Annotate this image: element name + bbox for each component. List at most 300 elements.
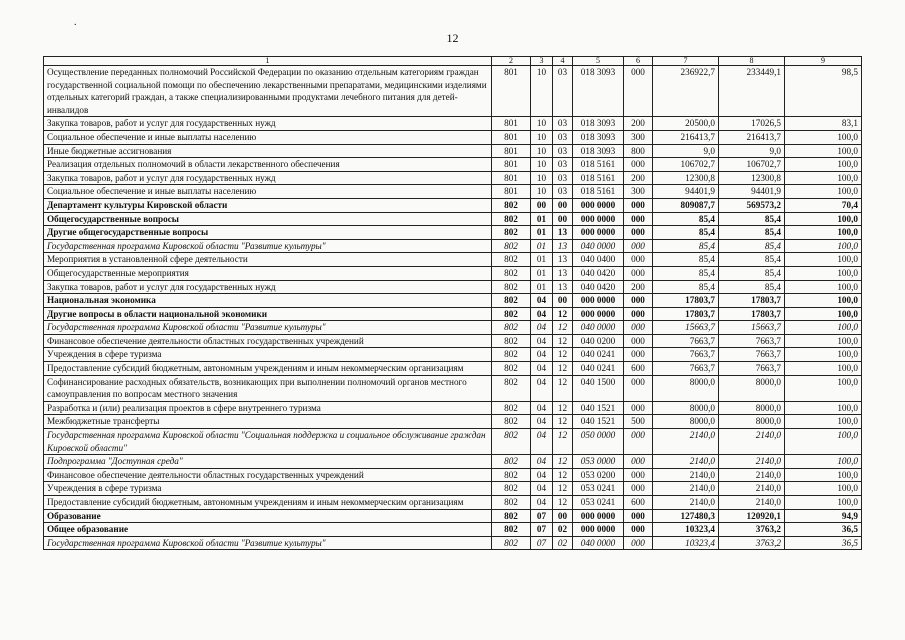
expense-type-cell: 000 bbox=[624, 212, 653, 226]
execution-percent-cell: 100,0 bbox=[785, 266, 862, 280]
executed-amount-cell: 569573,2 bbox=[719, 198, 785, 212]
expense-type-cell: 200 bbox=[624, 171, 653, 185]
section-code-cell: 10 bbox=[531, 158, 553, 172]
budget-table bbox=[43, 56, 862, 550]
executed-amount-cell: 8000,0 bbox=[719, 401, 785, 415]
ministry-code-cell: 802 bbox=[492, 348, 531, 362]
executed-amount-cell: 216413,7 bbox=[719, 130, 785, 144]
subsection-code-cell: 03 bbox=[553, 171, 573, 185]
execution-percent-cell: 100,0 bbox=[785, 375, 862, 401]
planned-amount-cell: 2140,0 bbox=[653, 429, 719, 455]
planned-amount-cell: 2140,0 bbox=[653, 468, 719, 482]
planned-amount-cell: 20500,0 bbox=[653, 117, 719, 131]
row-name-cell: Государственная программа Кировской области "Социальная поддержка и социальное обслуживание граждан Кировской области" bbox=[44, 429, 492, 455]
expense-type-cell: 000 bbox=[624, 455, 653, 469]
row-name-cell: Иные бюджетные ассигнования bbox=[44, 144, 492, 158]
target-article-cell: 053 0000 bbox=[573, 455, 624, 469]
table-row bbox=[44, 280, 862, 294]
section-code-cell: 10 bbox=[531, 171, 553, 185]
expense-type-cell: 000 bbox=[624, 307, 653, 321]
ministry-code-cell: 802 bbox=[492, 429, 531, 455]
target-article-cell: 040 0000 bbox=[573, 536, 624, 550]
table-header-row bbox=[44, 57, 862, 66]
executed-amount-cell: 7663,7 bbox=[719, 348, 785, 362]
executed-amount-cell: 2140,0 bbox=[719, 429, 785, 455]
section-code-cell: 04 bbox=[531, 415, 553, 429]
table-row bbox=[44, 185, 862, 199]
section-code-cell: 01 bbox=[531, 253, 553, 267]
subsection-code-cell: 03 bbox=[553, 130, 573, 144]
subsection-code-cell: 03 bbox=[553, 144, 573, 158]
subsection-code-cell: 12 bbox=[553, 496, 573, 510]
header-cell: 4 bbox=[553, 57, 573, 66]
planned-amount-cell: 10323,4 bbox=[653, 523, 719, 537]
ministry-code-cell: 802 bbox=[492, 334, 531, 348]
section-code-cell: 04 bbox=[531, 294, 553, 308]
row-name-cell: Государственная программа Кировской области "Развитие культуры" bbox=[44, 321, 492, 335]
target-article-cell: 000 0000 bbox=[573, 198, 624, 212]
target-article-cell: 053 0241 bbox=[573, 496, 624, 510]
ministry-code-cell: 802 bbox=[492, 496, 531, 510]
row-name-cell: Общегосударственные вопросы bbox=[44, 212, 492, 226]
target-article-cell: 040 1521 bbox=[573, 415, 624, 429]
execution-percent-cell: 100,0 bbox=[785, 348, 862, 362]
section-code-cell: 01 bbox=[531, 239, 553, 253]
subsection-code-cell: 13 bbox=[553, 226, 573, 240]
ministry-code-cell: 802 bbox=[492, 536, 531, 550]
execution-percent-cell: 100,0 bbox=[785, 144, 862, 158]
execution-percent-cell: 100,0 bbox=[785, 415, 862, 429]
section-code-cell: 04 bbox=[531, 321, 553, 335]
expense-type-cell: 000 bbox=[624, 66, 653, 117]
header-cell: 5 bbox=[573, 57, 624, 66]
executed-amount-cell: 2140,0 bbox=[719, 455, 785, 469]
row-name-cell: Государственная программа Кировской области "Развитие культуры" bbox=[44, 536, 492, 550]
executed-amount-cell: 2140,0 bbox=[719, 482, 785, 496]
planned-amount-cell: 85,4 bbox=[653, 226, 719, 240]
row-name-cell: Учреждения в сфере туризма bbox=[44, 482, 492, 496]
table-row bbox=[44, 468, 862, 482]
execution-percent-cell: 100,0 bbox=[785, 455, 862, 469]
executed-amount-cell: 233449,1 bbox=[719, 66, 785, 117]
table-row bbox=[44, 239, 862, 253]
target-article-cell: 018 5161 bbox=[573, 171, 624, 185]
subsection-code-cell: 13 bbox=[553, 266, 573, 280]
execution-percent-cell: 100,0 bbox=[785, 239, 862, 253]
row-name-cell: Другие общегосударственные вопросы bbox=[44, 226, 492, 240]
execution-percent-cell: 100,0 bbox=[785, 185, 862, 199]
table-row bbox=[44, 294, 862, 308]
planned-amount-cell: 85,4 bbox=[653, 239, 719, 253]
target-article-cell: 000 0000 bbox=[573, 226, 624, 240]
execution-percent-cell: 100,0 bbox=[785, 280, 862, 294]
ministry-code-cell: 802 bbox=[492, 509, 531, 523]
planned-amount-cell: 17803,7 bbox=[653, 294, 719, 308]
executed-amount-cell: 8000,0 bbox=[719, 415, 785, 429]
table-row bbox=[44, 334, 862, 348]
planned-amount-cell: 85,4 bbox=[653, 280, 719, 294]
row-name-cell: Другие вопросы в области национальной экономики bbox=[44, 307, 492, 321]
ministry-code-cell: 802 bbox=[492, 226, 531, 240]
executed-amount-cell: 3763,2 bbox=[719, 523, 785, 537]
section-code-cell: 04 bbox=[531, 362, 553, 376]
row-name-cell: Подпрограмма "Доступная среда" bbox=[44, 455, 492, 469]
ministry-code-cell: 802 bbox=[492, 523, 531, 537]
expense-type-cell: 000 bbox=[624, 523, 653, 537]
executed-amount-cell: 15663,7 bbox=[719, 321, 785, 335]
table-row bbox=[44, 321, 862, 335]
target-article-cell: 018 5161 bbox=[573, 185, 624, 199]
row-name-cell: Мероприятия в установленной сфере деятельности bbox=[44, 253, 492, 267]
ministry-code-cell: 802 bbox=[492, 362, 531, 376]
section-code-cell: 04 bbox=[531, 401, 553, 415]
row-name-cell: Общее образование bbox=[44, 523, 492, 537]
target-article-cell: 040 0241 bbox=[573, 362, 624, 376]
table-row bbox=[44, 144, 862, 158]
execution-percent-cell: 100,0 bbox=[785, 429, 862, 455]
target-article-cell: 053 0241 bbox=[573, 482, 624, 496]
row-name-cell: Разработка и (или) реализация проектов в сфере внутреннего туризма bbox=[44, 401, 492, 415]
table-row bbox=[44, 307, 862, 321]
subsection-code-cell: 00 bbox=[553, 509, 573, 523]
section-code-cell: 04 bbox=[531, 468, 553, 482]
subsection-code-cell: 12 bbox=[553, 482, 573, 496]
executed-amount-cell: 17803,7 bbox=[719, 294, 785, 308]
target-article-cell: 053 0200 bbox=[573, 468, 624, 482]
table-row bbox=[44, 198, 862, 212]
executed-amount-cell: 106702,7 bbox=[719, 158, 785, 172]
row-name-cell: Предоставление субсидий бюджетным, автономным учреждениям и иным некоммерческим организациям bbox=[44, 362, 492, 376]
section-code-cell: 10 bbox=[531, 117, 553, 131]
execution-percent-cell: 70,4 bbox=[785, 198, 862, 212]
ministry-code-cell: 801 bbox=[492, 185, 531, 199]
target-article-cell: 018 5161 bbox=[573, 158, 624, 172]
target-article-cell: 000 0000 bbox=[573, 307, 624, 321]
subsection-code-cell: 12 bbox=[553, 429, 573, 455]
section-code-cell: 00 bbox=[531, 198, 553, 212]
planned-amount-cell: 12300,8 bbox=[653, 171, 719, 185]
execution-percent-cell: 36,5 bbox=[785, 523, 862, 537]
subsection-code-cell: 02 bbox=[553, 536, 573, 550]
expense-type-cell: 000 bbox=[624, 375, 653, 401]
page-number: 12 bbox=[446, 31, 459, 45]
execution-percent-cell: 100,0 bbox=[785, 482, 862, 496]
row-name-cell: Финансовое обеспечение деятельности областных государственных учреждений bbox=[44, 468, 492, 482]
target-article-cell: 040 0420 bbox=[573, 266, 624, 280]
expense-type-cell: 000 bbox=[624, 334, 653, 348]
ministry-code-cell: 801 bbox=[492, 144, 531, 158]
planned-amount-cell: 10323,4 bbox=[653, 536, 719, 550]
table-row bbox=[44, 348, 862, 362]
table-row bbox=[44, 482, 862, 496]
expense-type-cell: 000 bbox=[624, 226, 653, 240]
planned-amount-cell: 8000,0 bbox=[653, 375, 719, 401]
planned-amount-cell: 85,4 bbox=[653, 212, 719, 226]
subsection-code-cell: 12 bbox=[553, 334, 573, 348]
planned-amount-cell: 85,4 bbox=[653, 266, 719, 280]
target-article-cell: 000 0000 bbox=[573, 212, 624, 226]
subsection-code-cell: 03 bbox=[553, 117, 573, 131]
section-code-cell: 07 bbox=[531, 536, 553, 550]
expense-type-cell: 200 bbox=[624, 280, 653, 294]
executed-amount-cell: 12300,8 bbox=[719, 171, 785, 185]
execution-percent-cell: 100,0 bbox=[785, 226, 862, 240]
subsection-code-cell: 12 bbox=[553, 307, 573, 321]
section-code-cell: 01 bbox=[531, 266, 553, 280]
executed-amount-cell: 85,4 bbox=[719, 226, 785, 240]
expense-type-cell: 200 bbox=[624, 117, 653, 131]
section-code-cell: 04 bbox=[531, 496, 553, 510]
ministry-code-cell: 802 bbox=[492, 321, 531, 335]
row-name-cell: Закупка товаров, работ и услуг для государственных нужд bbox=[44, 171, 492, 185]
section-code-cell: 07 bbox=[531, 509, 553, 523]
planned-amount-cell: 127480,3 bbox=[653, 509, 719, 523]
planned-amount-cell: 8000,0 bbox=[653, 415, 719, 429]
subsection-code-cell: 03 bbox=[553, 158, 573, 172]
row-name-cell: Учреждения в сфере туризма bbox=[44, 348, 492, 362]
expense-type-cell: 000 bbox=[624, 429, 653, 455]
planned-amount-cell: 2140,0 bbox=[653, 496, 719, 510]
subsection-code-cell: 12 bbox=[553, 321, 573, 335]
section-code-cell: 07 bbox=[531, 523, 553, 537]
execution-percent-cell: 100,0 bbox=[785, 158, 862, 172]
target-article-cell: 040 0420 bbox=[573, 280, 624, 294]
table-row bbox=[44, 117, 862, 131]
subsection-code-cell: 03 bbox=[553, 66, 573, 117]
execution-percent-cell: 83,1 bbox=[785, 117, 862, 131]
table-row bbox=[44, 496, 862, 510]
expense-type-cell: 000 bbox=[624, 266, 653, 280]
target-article-cell: 040 0241 bbox=[573, 348, 624, 362]
target-article-cell: 040 0000 bbox=[573, 321, 624, 335]
expense-type-cell: 300 bbox=[624, 185, 653, 199]
execution-percent-cell: 100,0 bbox=[785, 253, 862, 267]
section-code-cell: 10 bbox=[531, 144, 553, 158]
execution-percent-cell: 100,0 bbox=[785, 362, 862, 376]
header-cell: 1 bbox=[44, 57, 492, 66]
executed-amount-cell: 7663,7 bbox=[719, 362, 785, 376]
expense-type-cell: 000 bbox=[624, 482, 653, 496]
planned-amount-cell: 15663,7 bbox=[653, 321, 719, 335]
executed-amount-cell: 8000,0 bbox=[719, 375, 785, 401]
section-code-cell: 10 bbox=[531, 66, 553, 117]
planned-amount-cell: 9,0 bbox=[653, 144, 719, 158]
execution-percent-cell: 36,5 bbox=[785, 536, 862, 550]
header-cell: 8 bbox=[719, 57, 785, 66]
row-name-cell: Софинансирование расходных обязательств, возникающих при выполнении полномочий органов местного самоуправления по вопросам местного значения bbox=[44, 375, 492, 401]
planned-amount-cell: 106702,7 bbox=[653, 158, 719, 172]
planned-amount-cell: 7663,7 bbox=[653, 348, 719, 362]
execution-percent-cell: 100,0 bbox=[785, 321, 862, 335]
target-article-cell: 018 3093 bbox=[573, 117, 624, 131]
table-row bbox=[44, 362, 862, 376]
execution-percent-cell: 100,0 bbox=[785, 334, 862, 348]
planned-amount-cell: 809087,7 bbox=[653, 198, 719, 212]
target-article-cell: 000 0000 bbox=[573, 509, 624, 523]
ministry-code-cell: 801 bbox=[492, 171, 531, 185]
header-cell: 6 bbox=[624, 57, 653, 66]
table-row bbox=[44, 455, 862, 469]
execution-percent-cell: 100,0 bbox=[785, 294, 862, 308]
row-name-cell: Образование bbox=[44, 509, 492, 523]
table-row bbox=[44, 253, 862, 267]
header-cell: 3 bbox=[531, 57, 553, 66]
ministry-code-cell: 802 bbox=[492, 307, 531, 321]
table-row bbox=[44, 66, 862, 117]
executed-amount-cell: 85,4 bbox=[719, 266, 785, 280]
row-name-cell: Осуществление переданных полномочий Российской Федерации по оказанию отдельным категориям граждан государственной социальной помощи по обеспечению лекарственными препаратами, медицинскими изделиями отдельных категорий граждан, а также специализированными продуктами лечебного питания для детей-инвалидов bbox=[44, 66, 492, 117]
section-code-cell: 04 bbox=[531, 334, 553, 348]
section-code-cell: 04 bbox=[531, 455, 553, 469]
ministry-code-cell: 802 bbox=[492, 482, 531, 496]
subsection-code-cell: 03 bbox=[553, 185, 573, 199]
executed-amount-cell: 85,4 bbox=[719, 280, 785, 294]
target-article-cell: 040 1521 bbox=[573, 401, 624, 415]
row-name-cell: Финансовое обеспечение деятельности областных государственных учреждений bbox=[44, 334, 492, 348]
target-article-cell: 000 0000 bbox=[573, 523, 624, 537]
ministry-code-cell: 802 bbox=[492, 375, 531, 401]
target-article-cell: 040 0200 bbox=[573, 334, 624, 348]
ministry-code-cell: 802 bbox=[492, 212, 531, 226]
section-code-cell: 10 bbox=[531, 130, 553, 144]
planned-amount-cell: 85,4 bbox=[653, 253, 719, 267]
planned-amount-cell: 8000,0 bbox=[653, 401, 719, 415]
execution-percent-cell: 98,5 bbox=[785, 66, 862, 117]
expense-type-cell: 500 bbox=[624, 415, 653, 429]
execution-percent-cell: 100,0 bbox=[785, 171, 862, 185]
section-code-cell: 04 bbox=[531, 375, 553, 401]
table-row bbox=[44, 171, 862, 185]
table-row bbox=[44, 429, 862, 455]
table-row bbox=[44, 212, 862, 226]
expense-type-cell: 000 bbox=[624, 509, 653, 523]
expense-type-cell: 000 bbox=[624, 348, 653, 362]
execution-percent-cell: 100,0 bbox=[785, 496, 862, 510]
ministry-code-cell: 802 bbox=[492, 294, 531, 308]
execution-percent-cell: 100,0 bbox=[785, 307, 862, 321]
executed-amount-cell: 17803,7 bbox=[719, 307, 785, 321]
execution-percent-cell: 100,0 bbox=[785, 212, 862, 226]
subsection-code-cell: 12 bbox=[553, 348, 573, 362]
ministry-code-cell: 801 bbox=[492, 158, 531, 172]
expense-type-cell: 800 bbox=[624, 144, 653, 158]
row-name-cell: Социальное обеспечение и иные выплаты населению bbox=[44, 130, 492, 144]
execution-percent-cell: 100,0 bbox=[785, 130, 862, 144]
planned-amount-cell: 7663,7 bbox=[653, 362, 719, 376]
planned-amount-cell: 236922,7 bbox=[653, 66, 719, 117]
section-code-cell: 04 bbox=[531, 307, 553, 321]
ministry-code-cell: 802 bbox=[492, 401, 531, 415]
subsection-code-cell: 12 bbox=[553, 455, 573, 469]
section-code-cell: 01 bbox=[531, 212, 553, 226]
subsection-code-cell: 00 bbox=[553, 198, 573, 212]
row-name-cell: Государственная программа Кировской области "Развитие культуры" bbox=[44, 239, 492, 253]
expense-type-cell: 000 bbox=[624, 294, 653, 308]
executed-amount-cell: 7663,7 bbox=[719, 334, 785, 348]
row-name-cell: Межбюджетные трансферты bbox=[44, 415, 492, 429]
executed-amount-cell: 120920,1 bbox=[719, 509, 785, 523]
expense-type-cell: 000 bbox=[624, 239, 653, 253]
table-row bbox=[44, 536, 862, 550]
subsection-code-cell: 12 bbox=[553, 468, 573, 482]
table-row bbox=[44, 523, 862, 537]
ministry-code-cell: 802 bbox=[492, 415, 531, 429]
expense-type-cell: 300 bbox=[624, 130, 653, 144]
executed-amount-cell: 3763,2 bbox=[719, 536, 785, 550]
section-code-cell: 10 bbox=[531, 185, 553, 199]
ministry-code-cell: 801 bbox=[492, 117, 531, 131]
subsection-code-cell: 12 bbox=[553, 375, 573, 401]
scan-mark: . bbox=[74, 17, 77, 28]
table-row bbox=[44, 226, 862, 240]
subsection-code-cell: 12 bbox=[553, 415, 573, 429]
ministry-code-cell: 802 bbox=[492, 280, 531, 294]
target-article-cell: 000 0000 bbox=[573, 294, 624, 308]
table-row bbox=[44, 266, 862, 280]
header-cell: 2 bbox=[492, 57, 531, 66]
target-article-cell: 040 0000 bbox=[573, 239, 624, 253]
ministry-code-cell: 801 bbox=[492, 66, 531, 117]
target-article-cell: 018 3093 bbox=[573, 66, 624, 117]
header-cell: 9 bbox=[785, 57, 862, 66]
executed-amount-cell: 85,4 bbox=[719, 253, 785, 267]
row-name-cell: Общегосударственные мероприятия bbox=[44, 266, 492, 280]
section-code-cell: 04 bbox=[531, 429, 553, 455]
subsection-code-cell: 13 bbox=[553, 280, 573, 294]
row-name-cell: Реализация отдельных полномочий в области лекарственного обеспечения bbox=[44, 158, 492, 172]
planned-amount-cell: 2140,0 bbox=[653, 455, 719, 469]
expense-type-cell: 000 bbox=[624, 401, 653, 415]
execution-percent-cell: 94,9 bbox=[785, 509, 862, 523]
expense-type-cell: 600 bbox=[624, 496, 653, 510]
expense-type-cell: 000 bbox=[624, 468, 653, 482]
expense-type-cell: 600 bbox=[624, 362, 653, 376]
table-row bbox=[44, 158, 862, 172]
planned-amount-cell: 94401,9 bbox=[653, 185, 719, 199]
row-name-cell: Социальное обеспечение и иные выплаты населению bbox=[44, 185, 492, 199]
row-name-cell: Закупка товаров, работ и услуг для государственных нужд bbox=[44, 117, 492, 131]
target-article-cell: 050 0000 bbox=[573, 429, 624, 455]
subsection-code-cell: 00 bbox=[553, 294, 573, 308]
execution-percent-cell: 100,0 bbox=[785, 468, 862, 482]
ministry-code-cell: 802 bbox=[492, 455, 531, 469]
ministry-code-cell: 802 bbox=[492, 253, 531, 267]
subsection-code-cell: 02 bbox=[553, 523, 573, 537]
expense-type-cell: 000 bbox=[624, 158, 653, 172]
subsection-code-cell: 13 bbox=[553, 239, 573, 253]
table-row bbox=[44, 509, 862, 523]
row-name-cell: Национальная экономика bbox=[44, 294, 492, 308]
section-code-cell: 01 bbox=[531, 226, 553, 240]
expense-type-cell: 000 bbox=[624, 198, 653, 212]
ministry-code-cell: 802 bbox=[492, 239, 531, 253]
ministry-code-cell: 802 bbox=[492, 198, 531, 212]
header-cell: 7 bbox=[653, 57, 719, 66]
ministry-code-cell: 802 bbox=[492, 468, 531, 482]
planned-amount-cell: 2140,0 bbox=[653, 482, 719, 496]
table-row bbox=[44, 401, 862, 415]
row-name-cell: Предоставление субсидий бюджетным, автономным учреждениям и иным некоммерческим организациям bbox=[44, 496, 492, 510]
executed-amount-cell: 9,0 bbox=[719, 144, 785, 158]
subsection-code-cell: 12 bbox=[553, 362, 573, 376]
target-article-cell: 040 0400 bbox=[573, 253, 624, 267]
table-row bbox=[44, 130, 862, 144]
table-row bbox=[44, 375, 862, 401]
subsection-code-cell: 00 bbox=[553, 212, 573, 226]
section-code-cell: 04 bbox=[531, 482, 553, 496]
execution-percent-cell: 100,0 bbox=[785, 401, 862, 415]
planned-amount-cell: 17803,7 bbox=[653, 307, 719, 321]
